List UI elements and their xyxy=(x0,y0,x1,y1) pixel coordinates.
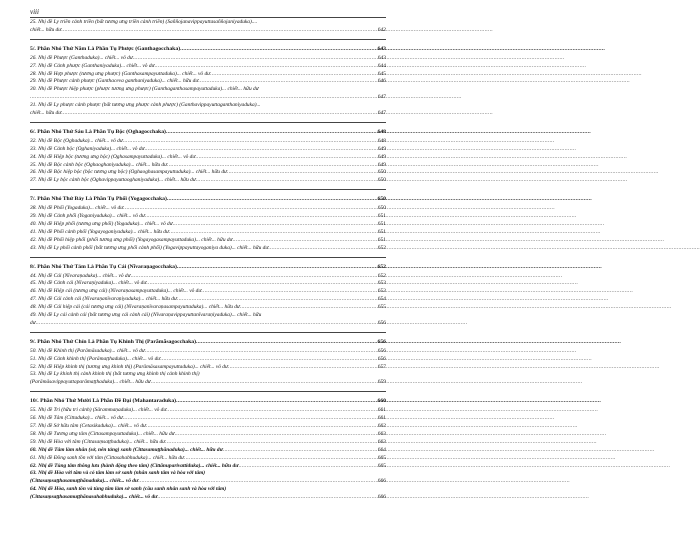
toc-entry-text: (Parāmāsavippayuttaparāmaṭṭhaduka)... chiết... hữu dư xyxy=(30,379,151,386)
toc-entry xyxy=(30,304,386,312)
leader-dots xyxy=(180,46,376,54)
toc-entry xyxy=(30,423,386,431)
toc-entry xyxy=(30,110,386,118)
toc-entry-page: 652 xyxy=(377,244,386,251)
toc-entry-page: 656 xyxy=(377,347,386,354)
toc-entry-text: 28. Nhị đề Hợp phược (tương ưng phược) (Ganthasampayuttaduka)... chiết... vô dư xyxy=(30,70,211,77)
toc-entry-text: 42. Nhị đề Phối hiệp phối (phối tương ưng phối) (Yogayogasampayuttaduka)... chiết... hữu dư xyxy=(30,236,233,243)
toc-entry-text: 57. Nhị đề Sở hữu tâm (Cetasikaduka)... chiết... vô dư xyxy=(30,422,146,429)
leader-dots xyxy=(177,264,377,272)
toc-entry-page: 659 xyxy=(377,379,386,386)
toc-entry xyxy=(30,213,386,221)
leader-dots xyxy=(123,205,377,213)
toc-entry-page: 653 xyxy=(377,280,386,287)
section-rule xyxy=(30,122,386,123)
toc-entry-text: 51. Nhị đề Cảnh khinh thị (Parāmaṭṭhaduka)... chiết... vô dư xyxy=(30,355,161,362)
toc-entry-text: 52. Nhị đề Hiệp khinh thị (tương ưng khinh thị) (Parāmāsasampayuttaduka)... chiết... vô dư xyxy=(30,363,228,370)
toc-entry xyxy=(30,86,386,94)
toc-entry-text: 39. Nhị đề Cảnh phối (Yoganiyaduka)... chiết... vô dư xyxy=(30,213,145,220)
leader-dots xyxy=(169,229,377,237)
leader-dots xyxy=(61,27,377,35)
toc-entry-text: 34. Nhị đề Hiệp bộc (tương ưng bộc) (Oghasampayuttaduka)... chiết... vô dư xyxy=(30,153,196,160)
section-heading-page: 660 xyxy=(377,398,386,405)
toc-entry xyxy=(30,27,386,35)
leader-dots xyxy=(227,169,377,177)
toc-entry-page: 656 xyxy=(377,319,386,326)
toc-entry-text: 55. Nhị đề Tri (hữu tri cảnh) (Sārammaṇaduka)... chiết... vô dư xyxy=(30,407,167,414)
toc-entry-text: 35. Nhị đề Bộc cảnh bộc (Oghaoghaniyaduka)... chiết... hữu dư xyxy=(30,161,168,168)
leader-dots xyxy=(167,196,377,204)
toc-entry xyxy=(30,102,386,110)
leader-dots xyxy=(196,339,376,347)
section-rule xyxy=(30,391,386,392)
toc-entry-page: 646 xyxy=(377,78,386,85)
toc-entry-page: 655 xyxy=(377,304,386,311)
leader-dots xyxy=(155,63,377,71)
leader-dots xyxy=(228,364,377,372)
section-heading xyxy=(30,129,386,137)
toc-entry-page: 652 xyxy=(377,272,386,279)
leader-dots xyxy=(175,431,377,439)
toc-entry xyxy=(30,221,386,229)
toc-entry-page: 648 xyxy=(377,137,386,144)
leader-dots xyxy=(131,273,377,281)
toc-entry-text: dư xyxy=(30,319,36,326)
toc-entry-text: 61. Nhị đề Đồng sanh tồn với tâm (Cittasahabhuduka)... chiết... hữu dư xyxy=(30,454,184,461)
toc-entry xyxy=(30,138,386,146)
leader-dots xyxy=(157,494,377,502)
section-heading-text: 10/. Phần Nhỏ Thứ Mười Là Phần Đề Đại (Mahantaraduka) xyxy=(30,398,177,405)
toc-entry-text: 43. Nhị đề Ly phối cảnh phối (bất tương ưng phối cảnh phối) (Yogavippayuttayoganiya duka)... chiết... hữu dư xyxy=(30,244,269,251)
header-rule xyxy=(30,17,386,18)
toc-entry-page: 663 xyxy=(377,438,386,445)
toc-entry-text: 53. Nhị đề Ly khinh thị cảnh khinh thị (bất tương ưng khinh thị cảnh khinh thị) xyxy=(30,371,200,378)
toc-entry xyxy=(30,296,386,304)
toc-entry-page: 643 xyxy=(377,54,386,61)
toc-entry-page: 656 xyxy=(377,355,386,362)
toc-entry-page: 661 xyxy=(377,415,386,422)
toc-entry-text: 63. Nhị đề Hòa với tâm và có tâm làm sở sanh (nhân sanh tâm và hòa với tâm) xyxy=(30,470,206,477)
toc-entry-text: chiết... hữu dư xyxy=(30,26,62,33)
section-heading-page: 650 xyxy=(377,196,386,203)
toc-entry xyxy=(30,431,386,439)
toc-entry-text: 29. Nhị đề Phược cảnh phược (Ganthaceva ganthaniyaduka)... chiết... hữu dư xyxy=(30,78,199,85)
section-heading-page: 643 xyxy=(377,46,386,52)
toc-entry-page: 649 xyxy=(377,161,386,168)
page-number: viii xyxy=(30,8,39,16)
toc-entry xyxy=(30,146,386,154)
section-rule xyxy=(30,257,386,258)
leader-dots xyxy=(123,415,377,423)
toc-entry xyxy=(30,237,386,245)
toc-entry-text: 37. Nhị đề Ly bộc cảnh bộc (Oghavippayuttaoghaniyaduka)... chiết... hữu dư xyxy=(30,177,196,184)
toc-entry-page: 665 xyxy=(377,462,386,469)
leader-dots xyxy=(210,71,377,79)
toc-entry-text: 27. Nhị đề Cảnh phược (Ganthaniyaduka)... chiết... vô dư xyxy=(30,62,155,69)
leader-dots xyxy=(30,94,377,102)
leader-dots xyxy=(166,407,377,415)
leader-dots xyxy=(61,110,377,118)
toc-entry xyxy=(30,379,386,387)
toc-entry xyxy=(30,407,386,415)
toc-entry xyxy=(30,177,386,185)
leader-dots xyxy=(184,455,377,463)
leader-dots xyxy=(238,463,376,471)
toc-entry xyxy=(30,55,386,63)
leader-dots xyxy=(176,398,376,406)
leader-dots xyxy=(201,288,377,296)
toc-entry-page: 650 xyxy=(377,177,386,184)
leader-dots xyxy=(123,138,377,146)
section-heading xyxy=(30,264,386,272)
toc-entry-page: 649 xyxy=(377,153,386,160)
toc-entry xyxy=(30,348,386,356)
section-heading xyxy=(30,398,386,406)
toc-entry xyxy=(30,19,386,27)
leader-dots xyxy=(165,439,377,447)
toc-entry-text: 25. Nhị đề Ly triền cảnh triền (bất tương ưng triền cảnh triền) (Saññojanavippayuttasaññojaniyaduka).... xyxy=(30,19,258,25)
toc-entry-text: 40. Nhị đề Hiệp phối (tương ưng phối) (Yogaduka)... chiết... vô dư xyxy=(30,220,173,227)
toc-entry-text: 58. Nhị đề Tương ưng tâm (Cittasampayuttaduka)... chiết... hữu dư xyxy=(30,430,175,437)
toc-entry-text: 47. Nhị đề Cái cảnh cái (Nīvaraṇanīvaraṇiyaduka)... chiết... hữu dư xyxy=(30,296,177,303)
toc-entry xyxy=(30,94,386,102)
section-heading-text: 5/. Phần Nhỏ Thứ Năm Là Phần Tụ Phược (Ganthagocchaka) xyxy=(30,46,181,52)
section-heading xyxy=(30,196,386,204)
section-heading-text: 6/. Phần Nhỏ Thứ Sáu Là Phần Tụ Bộc (Oghagocchaka) xyxy=(30,129,166,136)
leader-dots xyxy=(196,177,377,185)
leader-dots xyxy=(173,221,377,229)
section-rule xyxy=(30,332,386,333)
toc-entry xyxy=(30,245,386,253)
toc-entry xyxy=(30,229,386,237)
leader-dots xyxy=(160,356,377,364)
leader-dots xyxy=(268,245,377,253)
leader-dots xyxy=(177,296,377,304)
toc-entry-page: 647 xyxy=(377,94,386,101)
section-heading-page: 648 xyxy=(377,129,386,136)
toc-entry-text: 38. Nhị đề Phối (Yogaduka)... chiết... vô dư xyxy=(30,205,124,212)
toc-entry xyxy=(30,320,386,328)
section-heading-text: 9/. Phần Nhỏ Thứ Chín Là Phần Tụ Khinh Thị (Parāmāsagocchaka) xyxy=(30,339,197,346)
leader-dots xyxy=(166,129,377,137)
toc-entry-text: 45. Nhị đề Cảnh cái (Nīvaraṇiyaduka)... chiết... vô dư xyxy=(30,280,147,287)
section-heading-text: 7/. Phần Nhỏ Thứ Bảy Là Phần Tụ Phối (Yogagocchaka) xyxy=(30,196,167,203)
leader-dots xyxy=(146,423,377,431)
leader-dots xyxy=(233,237,377,245)
section-heading-text: 8/. Phần Nhỏ Thứ Tám Là Phần Tụ Cái (Nīvaraṇagocchaka) xyxy=(30,263,177,270)
leader-dots xyxy=(145,348,377,356)
toc-entry-page: 664 xyxy=(377,446,386,453)
section-rule xyxy=(30,39,386,40)
toc-entry-page: 666 xyxy=(377,494,386,501)
toc-entry xyxy=(30,447,386,455)
toc-entry-page: 647 xyxy=(377,110,386,117)
toc-entry-page: 663 xyxy=(377,430,386,437)
toc-entry-page: 651 xyxy=(377,213,386,220)
toc-entry-text: (Cittasaṃsaṭṭhasamuṭṭhānaduka)... chiết... vô dư xyxy=(30,478,139,485)
toc-entry-page: 651 xyxy=(377,220,386,227)
toc-entry-page: 650 xyxy=(377,169,386,176)
toc-entry-text: 48. Nhị đề Cái hiệp cái (cái tương ưng cái) (Nīvaraṇanīvaraṇasampayuttaduka)... chiết... hữu dư xyxy=(30,304,240,311)
toc-entry-text: 26. Nhị đề Phược (Ganthaduka)... chiết... vô dư xyxy=(30,54,133,61)
toc-entry-page: 662 xyxy=(377,422,386,429)
toc-entry-page: 650 xyxy=(377,205,386,212)
toc-entry-page: 666 xyxy=(377,478,386,485)
toc-entry xyxy=(30,205,386,213)
toc-entry-text: 32. Nhị đề Bộc (Oghaduka)... chiết... vô dư xyxy=(30,137,123,144)
toc-entry-text: 31. Nhị đề Ly phược cảnh phược (bất tương ưng phược cảnh phược) (Ganthavippayuttaganthaniyaduka)... xyxy=(30,102,261,109)
section-heading xyxy=(30,46,386,54)
toc-entry-text: 33. Nhị đề Cảnh bộc (Oghaniyaduka)... chiết... vô dư xyxy=(30,145,145,152)
toc-entry-page: 665 xyxy=(377,454,386,461)
leader-dots xyxy=(36,320,377,328)
toc-entry-page: 651 xyxy=(377,236,386,243)
toc-entry-page: 644 xyxy=(377,62,386,69)
toc-entry xyxy=(30,486,386,494)
toc-entry-page: 653 xyxy=(377,288,386,295)
table-of-contents xyxy=(30,19,386,502)
section-heading xyxy=(30,339,386,347)
toc-entry-text: 62. Nhị đề Tùng tâm thông lưu (hành động theo tâm) (Cittānuparivattiduka)... chiết... hữu dư xyxy=(30,462,239,469)
toc-entry-text: 60. Nhị đề Tâm làm nhân (sở, nên tảng) sanh (Cittasamuṭṭhānaduka)... chiết... hữu dư xyxy=(30,446,223,453)
leader-dots xyxy=(144,146,376,154)
leader-dots xyxy=(195,154,377,162)
section-heading-page: 656 xyxy=(377,339,386,346)
leader-dots xyxy=(151,379,377,387)
toc-entry-text: 41. Nhị đề Phối cảnh phối (Yogayoganiyaduka)... chiết... hữu dư xyxy=(30,228,169,235)
toc-entry-text: 46. Nhị đề Hiệp cái (tương ưng cái) (Nīvaraṇasampayuttaduka)... chiết... vô dư xyxy=(30,288,202,295)
leader-dots xyxy=(133,55,377,63)
toc-entry-text: 56. Nhị đề Tâm (Cittaduka)... chiết... vô dư xyxy=(30,415,123,422)
toc-entry xyxy=(30,154,386,162)
toc-entry-text: 64. Nhị đề Hòa, sanh tồn và tùng tâm làm sở sanh (cầu sanh nhân sanh và hòa với tâm) xyxy=(30,486,227,493)
toc-entry xyxy=(30,439,386,447)
section-heading-page: 652 xyxy=(377,263,386,270)
toc-entry xyxy=(30,494,386,502)
toc-entry-page: 642 xyxy=(377,26,386,33)
toc-entry-page: 661 xyxy=(377,407,386,414)
toc-entry-text: 50. Nhị đề Khinh thị (Parāmāsaduka)... chiết... vô dư xyxy=(30,347,145,354)
section-rule xyxy=(30,189,386,190)
toc-entry-page: 645 xyxy=(377,70,386,77)
toc-entry-page: 649 xyxy=(377,145,386,152)
toc-entry-text: 44. Nhị đề Cái (Nīvaraṇaduka)... chiết... vô dư xyxy=(30,272,131,279)
toc-entry-text: chiết... hữu dư xyxy=(30,110,62,117)
toc-entry-text: 30. Nhị đề Phược hiệp phược (phược tương ưng phược) (Ganthaganthasampayuttaduka)... chiết... hữu dư xyxy=(30,86,259,93)
leader-dots xyxy=(223,447,377,455)
toc-entry xyxy=(30,356,386,364)
toc-entry-text: 49. Nhị đề Ly cái cảnh cái (bất tương ưng cái cảnh cái) (Nīvaraṇavippayuttanīvaraṇiyaduka)... chiết... hữu xyxy=(30,312,262,319)
leader-dots xyxy=(240,304,377,312)
toc-entry xyxy=(30,63,386,71)
toc-entry-page: 651 xyxy=(377,228,386,235)
leader-dots xyxy=(145,213,377,221)
toc-entry xyxy=(30,415,386,423)
toc-entry-text: 59. Nhị đề Hòa với tâm (Cittasaṃsaṭṭhaduka)... chiết... hữu dư xyxy=(30,438,166,445)
toc-entry-page: 657 xyxy=(377,363,386,370)
toc-entry-text: 36. Nhị đề Bộc hiệp bộc (bộc tương ưng bộc) (Oghaoghasampayuttaduka)... chiết... hữu dư xyxy=(30,169,227,176)
toc-entry-page: 654 xyxy=(377,296,386,303)
toc-entry-text: (Cittasaṃsaṭṭhasamuṭṭhānasahabhuduka)... chiết... vô dư xyxy=(30,494,158,501)
toc-entry xyxy=(30,455,386,463)
toc-entry xyxy=(30,312,386,320)
